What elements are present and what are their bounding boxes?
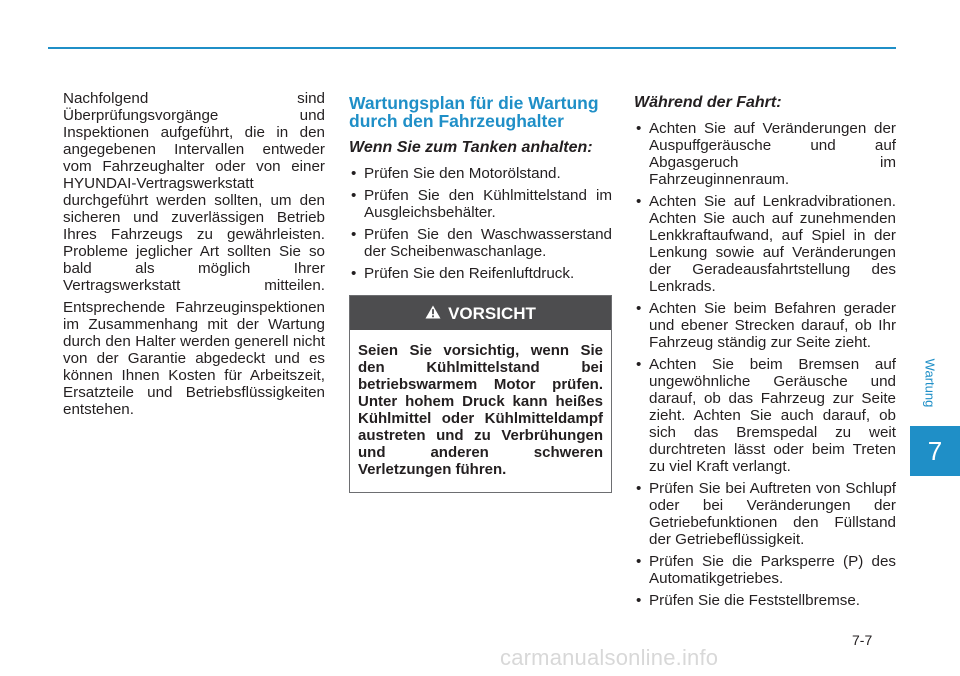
maintenance-column bbox=[349, 90, 612, 493]
caution-title: VORSICHT bbox=[448, 303, 536, 323]
list-item: • Achten Sie beim Befahren gerader und ebener Strecken darauf, ob Ihr Fahrzeug ständig zur Seite zieht. bbox=[634, 300, 896, 351]
list-item: • Achten Sie auf Lenkradvibrationen. Achten Sie auch auf zunehmenden Lenkkraftaufwand, auf Spiel in der Lenkung sowie auf Veränderungen der Geradeausfahrtstellung des Lenkrads. bbox=[634, 193, 896, 295]
list-item: • Achten Sie beim Bremsen auf ungewöhnliche Geräusche und darauf, ob das Fahrzeug zur Seite zieht. Achten Sie auch darauf, ob sich das Bremspedal zu weit durchtreten lässt oder beim Treten zu viel Kraft verlangt. bbox=[634, 356, 896, 475]
warning-triangle-icon bbox=[425, 305, 441, 322]
refuel-checklist bbox=[349, 165, 612, 282]
list-item: • Achten Sie auf Veränderungen der Auspuffgeräusche und auf Abgasgeruch im Fahrzeuginnenraum. bbox=[634, 120, 896, 188]
watermark: carmanualsonline.info bbox=[500, 645, 719, 670]
intro-column bbox=[63, 90, 325, 423]
page-number: 7-7 bbox=[852, 632, 873, 648]
warranty-paragraph: Entsprechende Fahrzeuginspektionen im Zusammenhang mit der Wartung durch den Halter werden generell nicht von der Garantie abgedeckt und es können Ihnen Kosten für Arbeitszeit, Ersatzteile und Betriebsflüssigkeiten entstehen. bbox=[63, 299, 325, 418]
driving-column bbox=[634, 90, 896, 614]
refuel-subheading: Wenn Sie zum Tanken anhalten: bbox=[349, 139, 593, 156]
list-item: • Prüfen Sie die Feststellbremse. bbox=[634, 592, 896, 609]
list-item: • Prüfen Sie den Reifenluftdruck. bbox=[349, 265, 612, 282]
intro-paragraph: Nachfolgend sind Überprüfungsvorgänge und Inspektionen aufgeführt, die in den angegebenen Intervallen entweder vom Fahrzeughalter oder von einer HYUNDAI-Vertragswerkstatt durchgeführt werden sollten, um den sicheren und zuverlässigen Betrieb Ihres Fahrzeugs zu gewährleisten. Probleme jeglicher Art sollten Sie so bald als möglich Ihrer Vertragswerkstatt mitteilen. bbox=[63, 90, 325, 294]
section-heading: Wartungsplan für die Wartung durch den Fahrzeughalter bbox=[349, 93, 599, 131]
section-label-text: Wartung bbox=[922, 358, 938, 408]
list-item: • Prüfen Sie bei Auftreten von Schlupf oder bei Veränderungen der Getriebefunktionen den Füllstand der Getriebeflüssigkeit. bbox=[634, 480, 896, 548]
list-item: • Prüfen Sie den Kühlmittelstand im Ausgleichsbehälter. bbox=[349, 187, 612, 221]
caution-header bbox=[350, 296, 611, 330]
driving-subheading: Während der Fahrt: bbox=[634, 94, 782, 111]
chapter-tab: 7 bbox=[910, 426, 960, 476]
caution-box bbox=[349, 295, 612, 493]
list-item: • Prüfen Sie den Waschwasserstand der Scheibenwaschanlage. bbox=[349, 226, 612, 260]
list-item: • Prüfen Sie den Motorölstand. bbox=[349, 165, 612, 182]
driving-checklist bbox=[634, 120, 896, 609]
caution-text: Seien Sie vorsichtig, wenn Sie den Kühlmittelstand bei betriebswarmem Motor prüfen. Unter hohem Druck kann heißes Kühlmittel oder Kühlmitteldampf austreten und zu Verbrühungen und anderen schweren Verletzungen führen. bbox=[358, 342, 603, 478]
list-item: • Prüfen Sie die Parksperre (P) des Automatikgetriebes. bbox=[634, 553, 896, 587]
header-rule bbox=[48, 47, 896, 49]
section-side-label bbox=[920, 348, 940, 418]
